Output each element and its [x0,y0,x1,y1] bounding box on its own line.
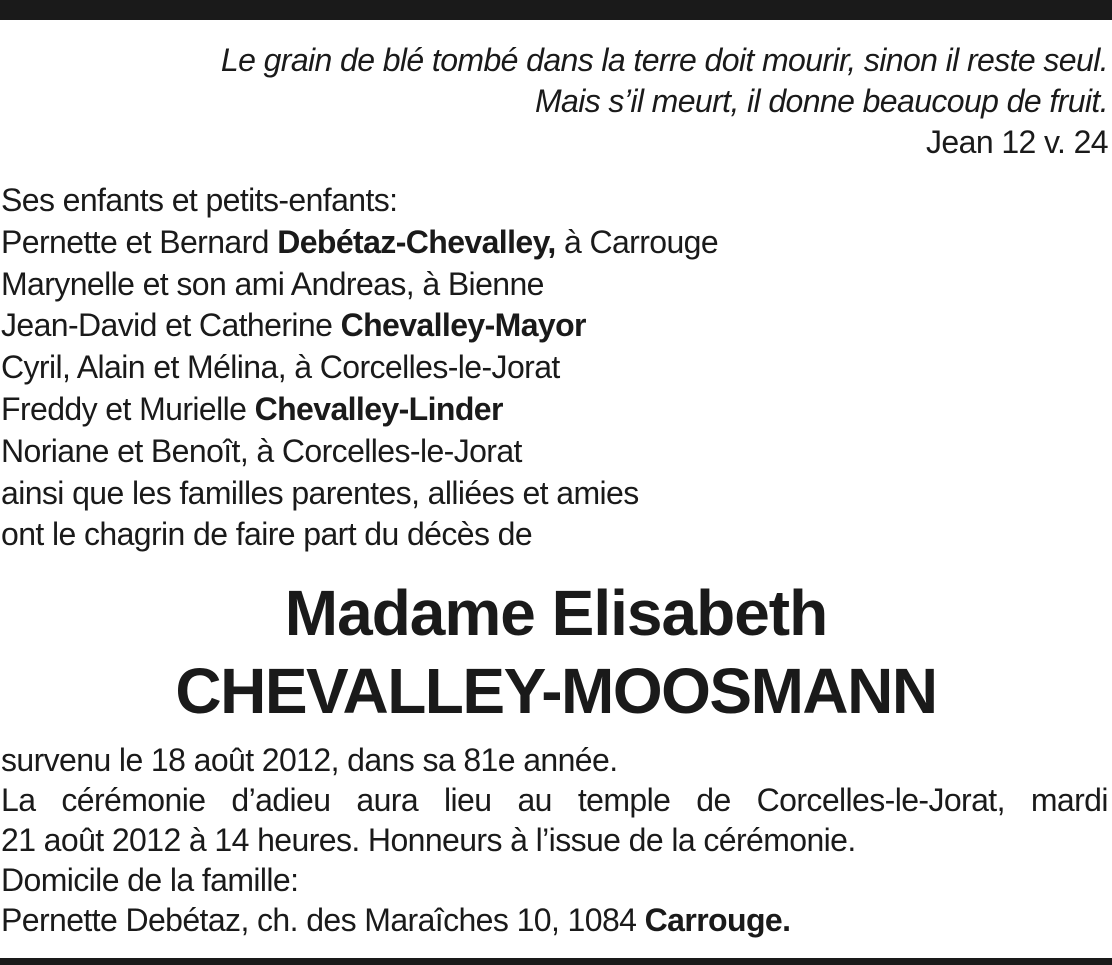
family-intro: Ses enfants et petits-enfants: [1,182,398,218]
top-rule [0,0,1112,20]
details-row-2-word: lieu [444,782,492,818]
family-row-5-surname: Chevalley-Linder [254,390,503,427]
bottom-rule [0,958,1112,965]
details-row-2-word: d’adieu [231,782,331,818]
family-row-2: Marynelle et son ami Andreas, à Bienne [1,265,544,302]
details-row-5-town: Carrouge. [644,902,791,938]
family-row-1-surname: Debétaz-Chevalley, [277,223,556,260]
family-row-1-names: Pernette et Bernard [1,223,278,260]
details-row-2-word: de [696,782,731,818]
family-row-5 [1,389,1106,431]
details-row-2-word: temple [577,782,671,818]
details-row-5-address: Pernette Debétaz, ch. des Maraîches 10, 1084 [1,902,645,938]
details-row-2-word: mardi [1030,782,1108,818]
family-row-8: ont le chagrin de faire part du décès de [1,516,533,553]
family-row-6: Noriane et Benoît, à Corcelles-le-Jorat [1,432,522,469]
deceased-name [0,574,1112,730]
family-row-1 [1,222,1106,264]
family-row-1-place: à Carrouge [555,223,719,260]
details-row-2-word: aura [356,782,419,818]
verse-reference: Jean 12 v. 24 [926,124,1108,160]
details-row-2-word: cérémonie [61,782,206,818]
deceased-name-line-1: Madame Elisabeth [284,577,828,649]
details-row-2-word: au [517,782,552,818]
verse-line-1: Le grain de blé tombé dans la terre doit mourir, sinon il reste seul. [220,42,1108,78]
bible-verse [221,40,1108,163]
details-row-5 [1,900,1108,940]
details-row-1: survenu le 18 août 2012, dans sa 81e année. [1,742,618,778]
details-row-3: 21 août 2012 à 14 heures. Honneurs à l’issue de la cérémonie. [1,822,856,858]
family-row-3 [1,305,1106,347]
details-row-4: Domicile de la famille: [1,862,299,898]
family-row-3-surname: Chevalley-Mayor [340,307,586,344]
details-row-2 [1,780,1108,820]
family-row-3-names: Jean-David et Catherine [1,307,341,344]
deceased-name-line-2: CHEVALLEY-MOOSMANN [175,655,937,727]
verse-line-2: Mais s’il meurt, il donne beaucoup de fruit. [534,83,1108,119]
family-row-5-names: Freddy et Murielle [1,390,255,427]
ceremony-details [1,740,1108,940]
family-row-4: Cyril, Alain et Mélina, à Corcelles-le-Jorat [1,349,560,386]
details-row-2-word: Corcelles-le-Jorat, [756,782,1005,818]
details-row-2-word: La [1,782,36,818]
family-announcement [1,180,1106,556]
family-row-7: ainsi que les familles parentes, alliées et amies [1,474,639,511]
